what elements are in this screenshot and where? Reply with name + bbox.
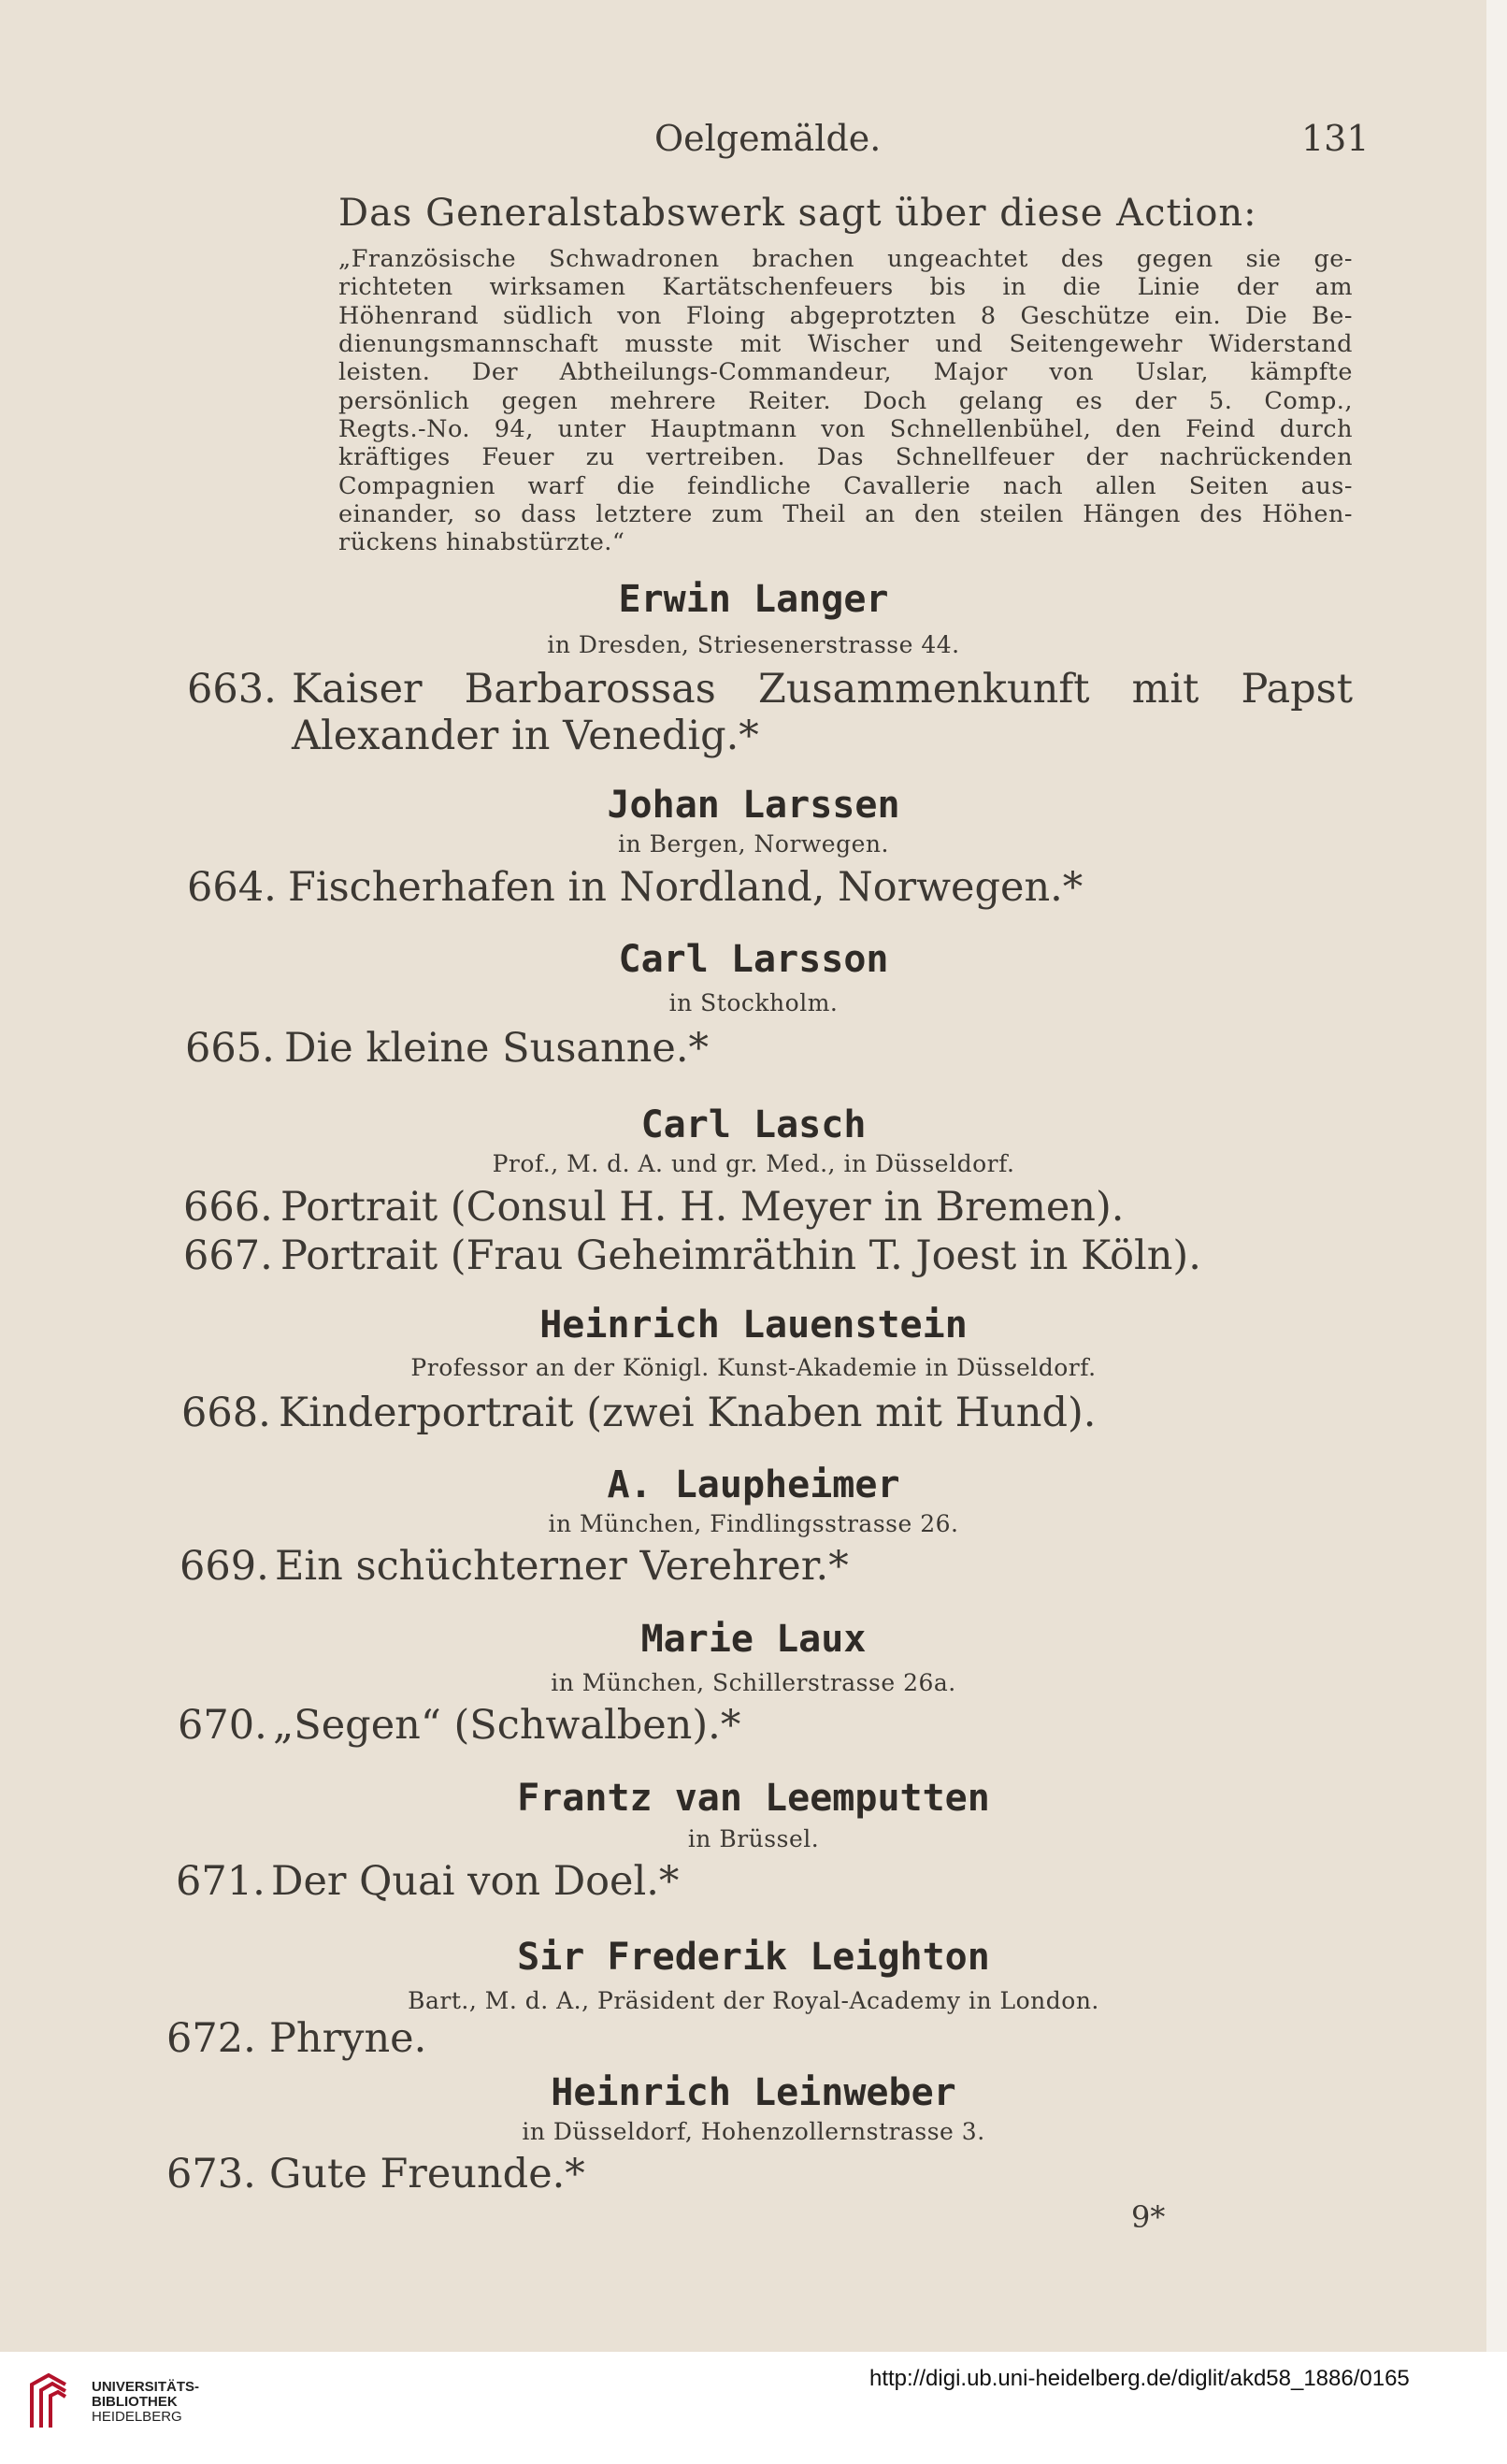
library-name [92, 2380, 199, 2425]
running-title: Oelgemälde. [654, 118, 882, 159]
quote-line: kräftiges Feuer zu vertreiben. Das Schnellfeuer der nachrückenden [338, 443, 1353, 472]
entry-title: Kaiser Barbarossas Zusammenkunft mit Papst [292, 666, 1353, 713]
artist-address: in Brüssel. [687, 1825, 820, 1852]
quote-line: leisten. Der Abtheilungs-Commandeur, Major von Uslar, kämpfte [338, 358, 1353, 387]
artist-name: Erwin Langer [618, 578, 889, 621]
library-name-line: BIBLIOTHEK [92, 2394, 178, 2410]
quote-line: richteten wirksamen Kartätschenfeuers bis in die Linie der am [338, 273, 1353, 302]
library-name-line: HEIDELBERG [92, 2409, 182, 2425]
quote-line: rückens hinabstürzte.“ [338, 528, 625, 557]
artist-address: Bart., M. d. A., Präsident der Royal-Academy in London. [408, 1987, 1099, 2014]
quotation-block [338, 245, 1353, 557]
artist-name: Sir Frederik Leighton [517, 1936, 990, 1979]
entry-title: Der Quai von Doel.* [271, 1858, 680, 1905]
artist-address: in Dresden, Striesenerstrasse 44. [547, 631, 960, 658]
intro-sentence: Das Generalstabswerk sagt über diese Action: [338, 192, 1257, 235]
library-name-line: UNIVERSITÄTS- [92, 2379, 200, 2395]
artist-address: Professor an der Königl. Kunst-Akademie in Düsseldorf. [410, 1354, 1097, 1381]
quote-line: persönlich gegen mehrere Reiter. Doch gelang es der 5. Comp., [338, 386, 1353, 415]
quote-line: „Französische Schwadronen brachen ungeachtet des gegen sie ge- [338, 245, 1353, 273]
entry-number: 670. [178, 1702, 267, 1749]
entry-title: Kinderportrait (zwei Knaben mit Hund). [279, 1390, 1097, 1436]
artist-name: Johan Larssen [607, 784, 900, 827]
artist-name: Carl Larsson [618, 938, 889, 981]
entry-number: 667. [183, 1232, 273, 1279]
artist-name: Carl Lasch [640, 1103, 867, 1146]
page-number: 131 [1301, 118, 1370, 159]
entry-number: 665. [185, 1025, 275, 1072]
entry-number: 664. [187, 864, 277, 911]
entry-number: 672. [166, 2015, 256, 2062]
quote-line: einander, so dass letztere zum Theil an den steilen Hängen des Höhen- [338, 500, 1353, 529]
entry-title: Ein schüchterner Verehrer.* [275, 1543, 849, 1590]
artist-name: A. Laupheimer [607, 1463, 900, 1506]
entry-title-continued: Alexander in Venedig.* [292, 713, 759, 759]
artist-address: Prof., M. d. A. und gr. Med., in Düsseldorf. [492, 1150, 1015, 1177]
entry-title: Fischerhafen in Nordland, Norwegen.* [288, 864, 1084, 911]
entry-number: 663. [187, 666, 277, 713]
entry-number: 669. [179, 1543, 269, 1590]
artist-name: Marie Laux [640, 1618, 867, 1661]
artist-address: in München, Findlingsstrasse 26. [548, 1510, 959, 1537]
quote-line: Höhenrand südlich von Floing abgeprotzten 8 Geschütze ein. Die Be- [338, 301, 1353, 330]
entry-number: 668. [181, 1390, 271, 1436]
artist-name: Heinrich Lauenstein [539, 1304, 968, 1347]
artist-name: Heinrich Leinweber [551, 2071, 956, 2114]
quote-line: Compagnien warf die feindliche Cavallerie nach allen Seiten aus- [338, 471, 1353, 500]
entry-title: Portrait (Frau Geheimräthin T. Joest in Köln). [280, 1232, 1201, 1279]
entry-title: Die kleine Susanne.* [284, 1025, 710, 1072]
artist-address: in München, Schillerstrasse 26a. [551, 1669, 956, 1696]
entry-title: Portrait (Consul H. H. Meyer in Bremen). [280, 1184, 1125, 1231]
entry-title: „Segen“ (Schwalben).* [273, 1702, 741, 1749]
entry-number: 666. [183, 1184, 273, 1231]
artist-address: in Stockholm. [668, 989, 839, 1016]
artist-address: in Bergen, Norwegen. [618, 830, 889, 857]
signature-mark: 9* [1131, 2199, 1166, 2235]
entry-title: Phryne. [269, 2015, 427, 2062]
entry-title: Gute Freunde.* [269, 2151, 585, 2197]
entry-number: 673. [166, 2151, 256, 2197]
source-url-link[interactable]: http://digi.ub.uni-heidelberg.de/diglit/akd58_1886/0165 [869, 2366, 1410, 2391]
artist-address: in Düsseldorf, Hohenzollernstrasse 3. [522, 2118, 985, 2145]
quote-line: dienungsmannschaft musste mit Wischer und Seitengewehr Widerstand [338, 330, 1353, 359]
artist-name: Frantz van Leemputten [517, 1777, 990, 1820]
quote-line: Regts.-No. 94, unter Hauptmann von Schnellenbühel, den Feind durch [338, 415, 1353, 444]
entry-number: 671. [176, 1858, 266, 1905]
library-logo-icon [21, 2371, 77, 2431]
